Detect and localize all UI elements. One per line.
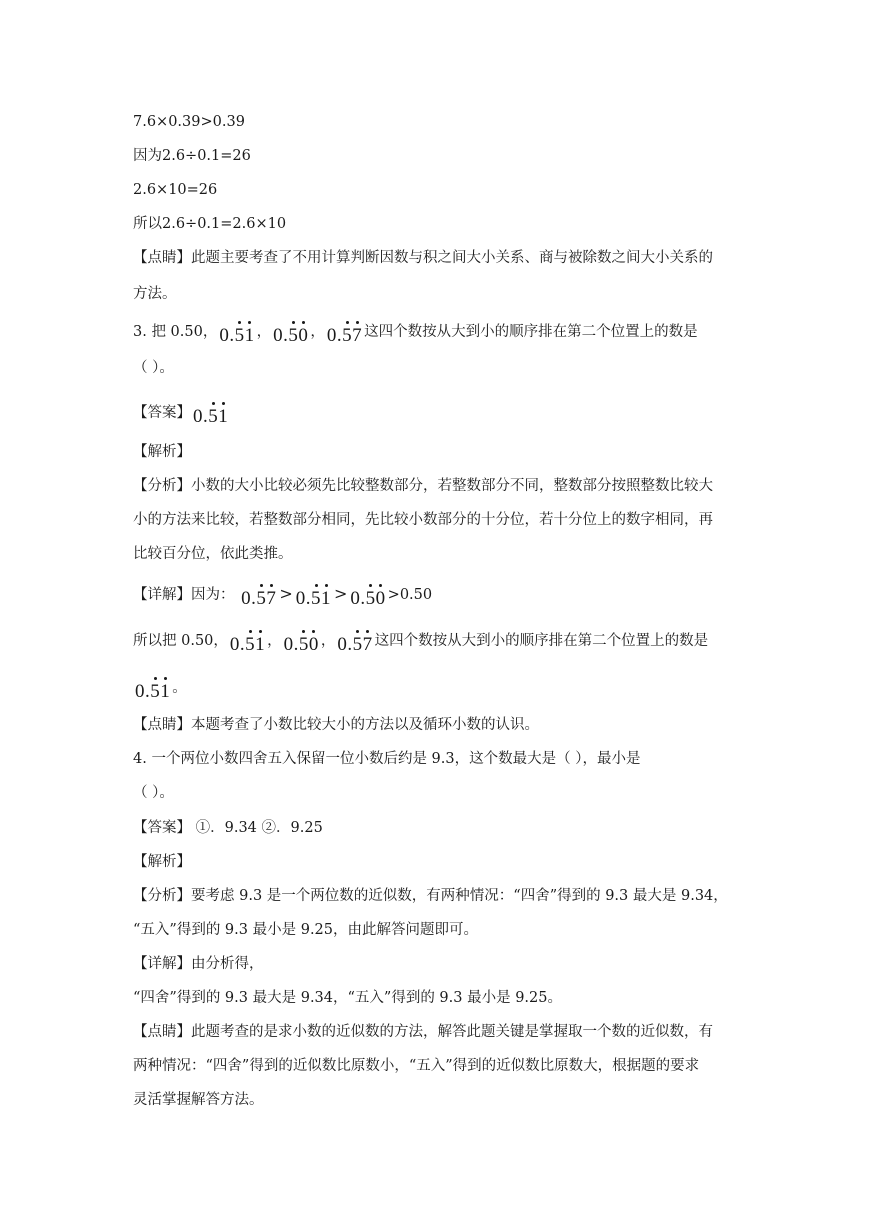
key-point: 【点睛】此题考查的是求小数的近似数的方法，解答此题关键是掌握取一个数的近似数，有	[133, 1024, 713, 1040]
text-line: 小的方法来比较，若整数部分相同，先比较小数部分的十分位，若十分位上的数字相同，再	[133, 512, 713, 528]
recurring-decimal-057: 0.57	[326, 325, 363, 346]
text-line: 方法。	[133, 286, 177, 302]
analysis-label: 【解析】	[133, 854, 191, 870]
recurring-decimal-050: 0.50	[283, 634, 319, 655]
answer-label: 【答案】	[133, 405, 191, 421]
recurring-decimal-051: 0.51	[193, 406, 229, 427]
detail-label: 【详解】因为：	[133, 587, 235, 603]
question-4: 4. 一个两位小数四舍五入保留一位小数后约是 9.3，这个数最大是（ ），最小是	[133, 751, 641, 767]
recurring-decimal-050: 0.50	[350, 588, 386, 609]
recurring-decimal-050: 0.50	[273, 325, 309, 346]
recurring-decimal-051: 0.51	[229, 634, 266, 655]
text-line: 【点睛】此题主要考查了不用计算判断因数与积之间大小关系、商与被除数之间大小关系的	[133, 250, 713, 266]
text-line: 两种情况：“四舍”得到的近似数比原数小，“五入”得到的近似数比原数大，根据题的要求	[133, 1058, 700, 1074]
text-line: 【分析】要考虑 9.3 是一个两位数的近似数，有两种情况：“四舍”得到的 9.3 最大是 9.34，	[133, 888, 728, 904]
text-line: 7.6×0.39>0.39	[133, 114, 245, 130]
question-3-lead: 3. 把 0.50，	[133, 324, 218, 340]
text-line: 2.6×10=26	[133, 182, 218, 198]
recurring-decimal-051: 0.51	[135, 681, 171, 702]
answer-line: 【答案】 ①．9.34 ②．9.25	[133, 820, 323, 836]
text-line: 灵活掌握解答方法。	[133, 1092, 264, 1108]
question-3: 3. 把 0.50， 0.51 ， 0.50 ， 0.57 这四个数按从大到小的顺序排在第二个位置上的数是	[133, 324, 698, 346]
text-line: “五入”得到的 9.3 最小是 9.25，由此解答问题即可。	[133, 922, 478, 938]
analysis-label: 【解析】	[133, 444, 191, 460]
recurring-decimal-051: 0.51	[219, 325, 255, 346]
text-line: 【详解】由分析得，	[133, 956, 264, 972]
conclusion-line: 所以把 0.50， 0.51 ， 0.50 ， 0.57 这四个数按从大到小的顺序排在第二个位置上的数是	[133, 633, 709, 655]
text-line: 【分析】小数的大小比较必须先比较整数部分，若整数部分不同，整数部分按照整数比较大	[133, 478, 713, 494]
key-point: 【点睛】本题考查了小数比较大小的方法以及循环小数的认识。	[133, 717, 539, 733]
text-line: 比较百分位，依此类推。	[133, 546, 293, 562]
recurring-decimal-057: 0.57	[241, 588, 277, 609]
answer-blank: （ ）。	[133, 360, 174, 376]
answer-line	[133, 403, 230, 427]
text-line: 因为2.6÷0.1=26	[133, 148, 251, 164]
conclusion-answer: 0.51 。	[135, 680, 187, 702]
text-line: 所以2.6÷0.1=2.6×10	[133, 216, 287, 232]
answer-blank: （ ）。	[133, 785, 174, 801]
detail-line: 【详解】因为： 0.57 > 0.51 > 0.50 >0.50	[133, 584, 433, 609]
text-line: “四舍”得到的 9.3 最大是 9.34，“五入”得到的 9.3 最小是 9.25。	[133, 990, 562, 1006]
question-3-tail: 这四个数按从大到小的顺序排在第二个位置上的数是	[364, 324, 698, 340]
recurring-decimal-051: 0.51	[295, 588, 332, 609]
recurring-decimal-057: 0.57	[337, 634, 373, 655]
